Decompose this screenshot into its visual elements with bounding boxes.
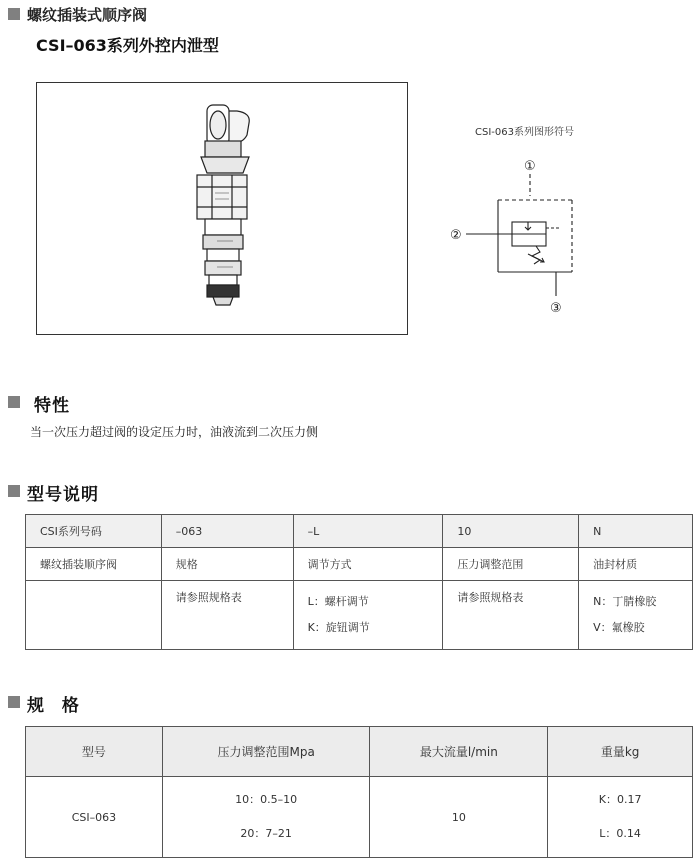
column-header: 最大流量l/min	[370, 727, 548, 777]
table-cell: CSI系列号码	[26, 515, 162, 548]
symbol-title: CSI-063系列图形符号	[475, 127, 574, 138]
title-marker	[8, 8, 20, 20]
table-row	[26, 548, 693, 581]
table-cell: –063	[161, 515, 293, 548]
spec-flow: 10	[370, 777, 548, 858]
pressure-range-10: 10：0.5–10	[235, 793, 298, 806]
spec-model: CSI–063	[26, 777, 163, 858]
table-header-row	[26, 727, 693, 777]
table-cell: 压力调整范围	[443, 548, 579, 581]
product-image-frame	[36, 82, 408, 335]
features-marker	[8, 396, 20, 408]
model-heading: 型号说明	[27, 485, 99, 505]
table-cell: –L	[293, 515, 443, 548]
pressure-range-20: 20：7–21	[240, 827, 292, 840]
hydraulic-symbol-diagram	[440, 150, 600, 320]
page-title: 螺纹插装式顺序阀	[27, 6, 148, 24]
seal-option-n: N：丁腈橡胶	[593, 595, 657, 608]
port-2-label: ②	[450, 228, 462, 243]
table-cell: 10	[443, 515, 579, 548]
weight-k: K：0.17	[598, 793, 642, 806]
features-heading: 特性	[34, 396, 70, 416]
port-1-label: ①	[524, 159, 536, 174]
table-row	[26, 581, 693, 650]
spec-heading: 规 格	[27, 696, 85, 716]
table-cell	[26, 581, 162, 650]
column-header: 型号	[26, 727, 163, 777]
seal-option-v: V：氟橡胶	[593, 621, 645, 634]
weight-l: L：0.14	[599, 827, 641, 840]
spec-table	[25, 726, 693, 858]
valve-cartridge-illustration	[37, 83, 407, 334]
spec-weight	[548, 777, 693, 858]
model-marker	[8, 485, 20, 497]
table-cell: 请参照规格表	[161, 581, 293, 650]
spec-marker	[8, 696, 20, 708]
table-cell: 请参照规格表	[443, 581, 579, 650]
table-cell: N	[579, 515, 693, 548]
features-text: 当一次压力超过阀的设定压力时，油液流到二次压力侧	[30, 425, 319, 439]
table-cell: 螺纹插装顺序阀	[26, 548, 162, 581]
table-row	[26, 515, 693, 548]
table-cell: 油封材质	[579, 548, 693, 581]
spec-pressure	[162, 777, 370, 858]
column-header: 压力调整范围Mpa	[162, 727, 370, 777]
table-cell	[579, 581, 693, 650]
adjust-option-l: L：螺杆调节	[307, 595, 369, 608]
table-cell	[293, 581, 443, 650]
table-cell: 规格	[161, 548, 293, 581]
column-header: 重量kg	[548, 727, 693, 777]
table-cell: 调节方式	[293, 548, 443, 581]
table-row	[26, 777, 693, 858]
adjust-option-k: K：旋钮调节	[307, 621, 370, 634]
model-table	[25, 514, 693, 650]
port-3-label: ③	[550, 301, 562, 316]
page-subtitle: CSI–063系列外控内泄型	[36, 36, 219, 55]
